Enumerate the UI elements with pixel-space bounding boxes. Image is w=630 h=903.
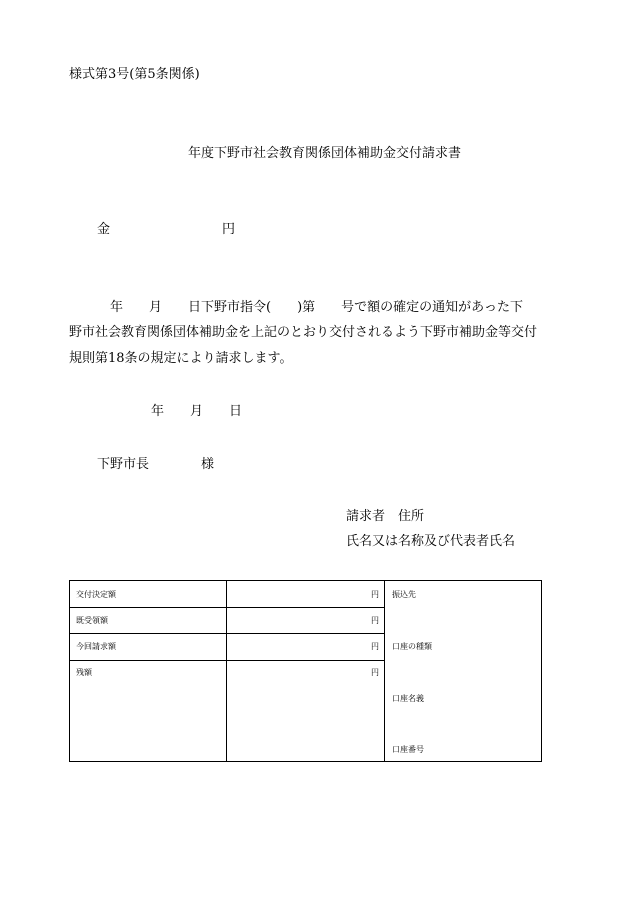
claimant-name-line: 氏名又は名称及び代表者氏名 <box>346 534 516 549</box>
amount-label: 金 <box>97 222 111 237</box>
remaining-amount-unit: 円 <box>371 668 379 677</box>
body-text-line-2: 野市社会教育関係団体補助金を上記のとおり交付されるよう下野市補助金等交付 <box>69 325 538 340</box>
form-number: 様式第3号(第5条関係) <box>69 67 200 82</box>
request-date: 年 月 日 <box>151 404 243 419</box>
finance-table <box>69 580 542 762</box>
addressee: 下野市長 様 <box>97 457 215 472</box>
current-request-amount-label: 今回請求額 <box>76 642 116 651</box>
bank-info-column <box>385 581 541 761</box>
bank-account-type-label: 口座の種類 <box>392 642 432 651</box>
remaining-amount-label: 残額 <box>76 668 92 677</box>
document-title: 年度下野市社会教育関係団体補助金交付請求書 <box>188 146 462 161</box>
row-divider <box>70 633 385 634</box>
claimant-address-line: 請求者 住所 <box>346 509 425 524</box>
body-text-line-3: 規則第18条の規定により請求します。 <box>69 351 293 366</box>
bank-transfer-to-label: 振込先 <box>392 590 416 599</box>
grant-decision-amount-unit: 円 <box>371 590 379 599</box>
bank-account-number-label: 口座番号 <box>392 745 424 754</box>
finance-label-column <box>70 581 227 761</box>
body-text-line-1: 年 月 日下野市指令( )第 号で額の確定の通知があった下 <box>110 300 524 315</box>
finance-amount-column <box>227 581 385 761</box>
bank-account-name-label: 口座名義 <box>392 694 424 703</box>
current-request-amount-unit: 円 <box>371 642 379 651</box>
row-divider <box>70 607 385 608</box>
received-amount-unit: 円 <box>371 616 379 625</box>
row-divider <box>70 660 385 661</box>
amount-unit: 円 <box>222 222 236 237</box>
received-amount-label: 既受領額 <box>76 616 108 625</box>
grant-decision-amount-label: 交付決定額 <box>76 590 116 599</box>
